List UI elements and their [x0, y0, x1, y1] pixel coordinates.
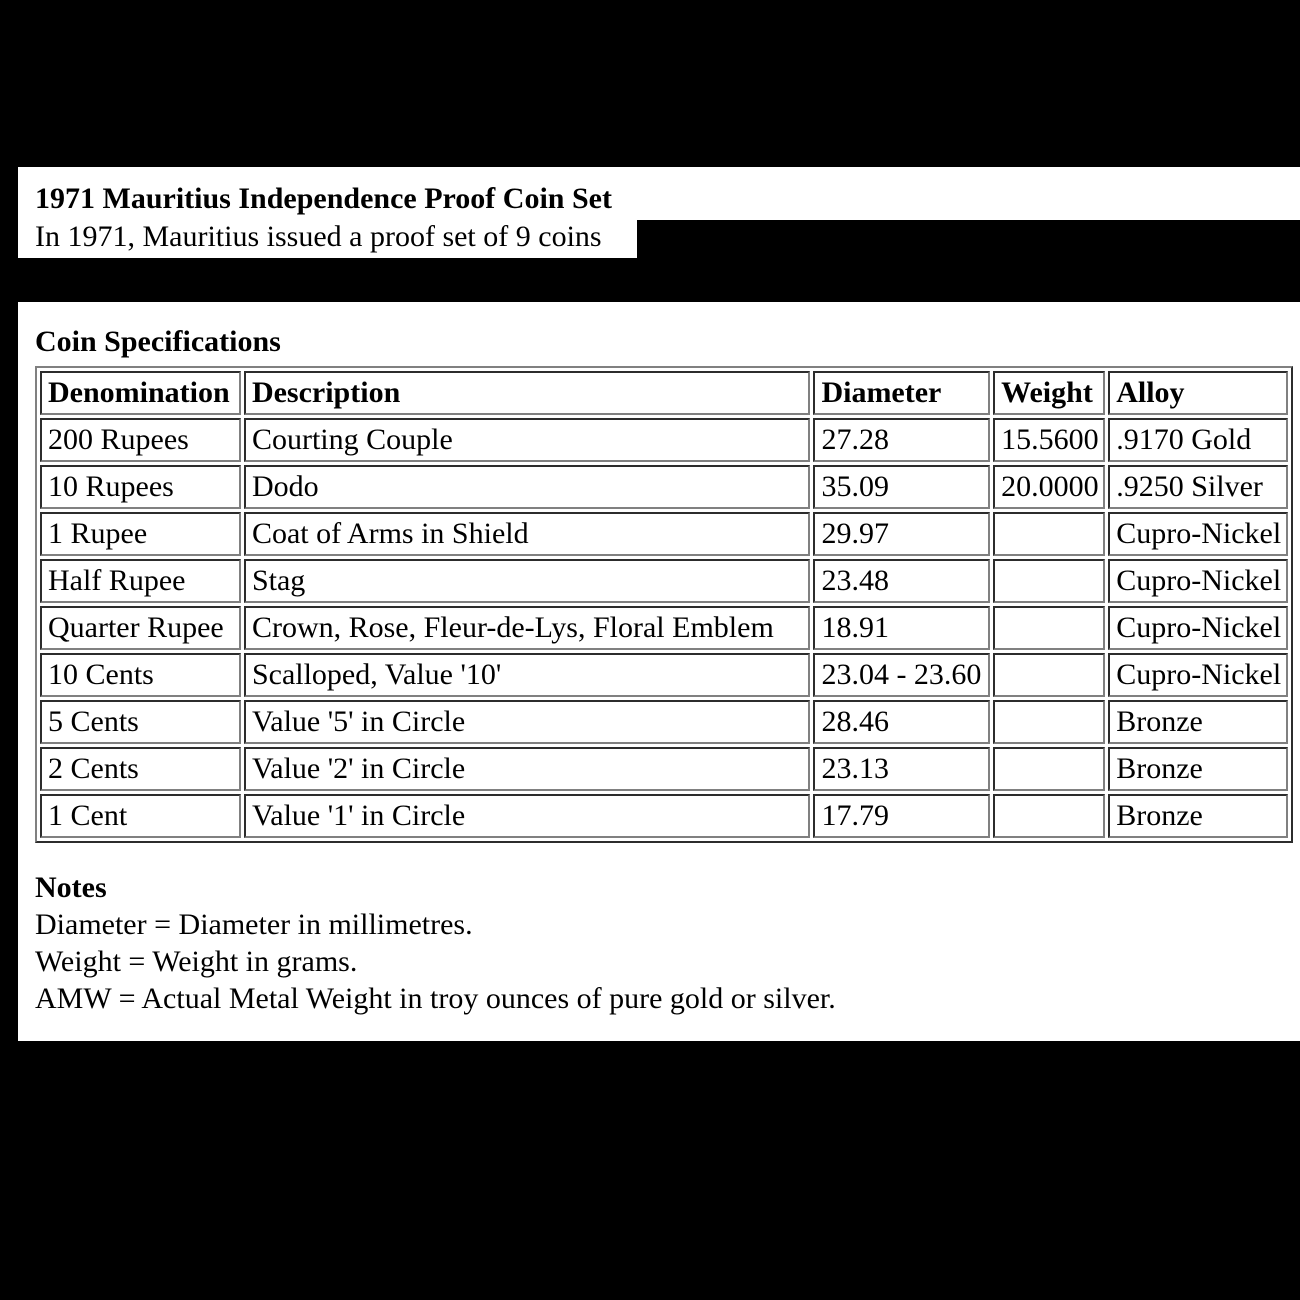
note-line-diameter: Diameter = Diameter in millimetres. — [35, 908, 473, 941]
table-cell: 35.09 — [813, 465, 990, 509]
table-row — [40, 794, 1288, 838]
table-cell: Scalloped, Value '10' — [244, 653, 811, 697]
table-cell: 27.28 — [813, 418, 990, 462]
table-cell: 10 Cents — [40, 653, 241, 697]
table-cell: Cupro-Nickel — [1108, 559, 1288, 603]
table-row — [40, 465, 1288, 509]
table-cell: Bronze — [1108, 747, 1288, 791]
notes-heading: Notes — [35, 871, 107, 904]
table-cell: Cupro-Nickel — [1108, 653, 1288, 697]
table-cell: 17.79 — [813, 794, 990, 838]
table-cell: 23.48 — [813, 559, 990, 603]
table-row — [40, 747, 1288, 791]
column-header-weight: Weight — [993, 371, 1105, 415]
table-cell: Crown, Rose, Fleur-de-Lys, Floral Emblem — [244, 606, 811, 650]
notes-section — [35, 869, 1300, 1017]
table-row — [40, 700, 1288, 744]
table-cell: Value '5' in Circle — [244, 700, 811, 744]
column-header-alloy: Alloy — [1108, 371, 1288, 415]
table-row — [40, 606, 1288, 650]
table-cell: 1 Cent — [40, 794, 241, 838]
table-cell — [993, 747, 1105, 791]
table-row — [40, 559, 1288, 603]
column-header-denomination: Denomination — [40, 371, 241, 415]
table-cell: Courting Couple — [244, 418, 811, 462]
table-cell: Dodo — [244, 465, 811, 509]
note-line-weight: Weight = Weight in grams. — [35, 945, 358, 978]
table-cell: 23.04 - 23.60 — [813, 653, 990, 697]
table-cell: Value '2' in Circle — [244, 747, 811, 791]
table-cell: Value '1' in Circle — [244, 794, 811, 838]
table-cell — [993, 653, 1105, 697]
table-cell: 5 Cents — [40, 700, 241, 744]
table-cell: .9250 Silver — [1108, 465, 1288, 509]
table-row — [40, 512, 1288, 556]
table-cell: 29.97 — [813, 512, 990, 556]
table-cell: 20.0000 — [993, 465, 1105, 509]
table-cell: Stag — [244, 559, 811, 603]
table-cell: Coat of Arms in Shield — [244, 512, 811, 556]
redaction-box — [637, 220, 1300, 302]
table-cell: Quarter Rupee — [40, 606, 241, 650]
table-cell: Bronze — [1108, 794, 1288, 838]
table-cell — [993, 512, 1105, 556]
table-cell: 1 Rupee — [40, 512, 241, 556]
table-cell — [993, 559, 1105, 603]
coin-specs-table — [35, 366, 1293, 843]
content-strip — [18, 302, 1300, 1041]
table-cell: Bronze — [1108, 700, 1288, 744]
table-cell: 28.46 — [813, 700, 990, 744]
table-cell: 15.5600 — [993, 418, 1105, 462]
table-cell: 23.13 — [813, 747, 990, 791]
table-row — [40, 418, 1288, 462]
section-heading-coin-specifications: Coin Specifications — [35, 325, 281, 358]
table-header-row — [40, 371, 1288, 415]
table-body — [40, 418, 1288, 838]
column-header-description: Description — [244, 371, 811, 415]
intro-text: In 1971, Mauritius issued a proof set of 9 coins — [35, 220, 602, 253]
table-cell — [993, 794, 1105, 838]
table-cell: .9170 Gold — [1108, 418, 1288, 462]
column-header-diameter: Diameter — [813, 371, 990, 415]
table-cell: Half Rupee — [40, 559, 241, 603]
table-cell: 200 Rupees — [40, 418, 241, 462]
page-title: 1971 Mauritius Independence Proof Coin Set — [35, 182, 612, 215]
table-cell — [993, 606, 1105, 650]
table-cell: 10 Rupees — [40, 465, 241, 509]
table-row — [40, 653, 1288, 697]
note-line-amw: AMW = Actual Metal Weight in troy ounces of pure gold or silver. — [35, 982, 836, 1015]
table-cell — [993, 700, 1105, 744]
table-cell: 2 Cents — [40, 747, 241, 791]
table-cell: 18.91 — [813, 606, 990, 650]
table-cell: Cupro-Nickel — [1108, 606, 1288, 650]
table-cell: Cupro-Nickel — [1108, 512, 1288, 556]
